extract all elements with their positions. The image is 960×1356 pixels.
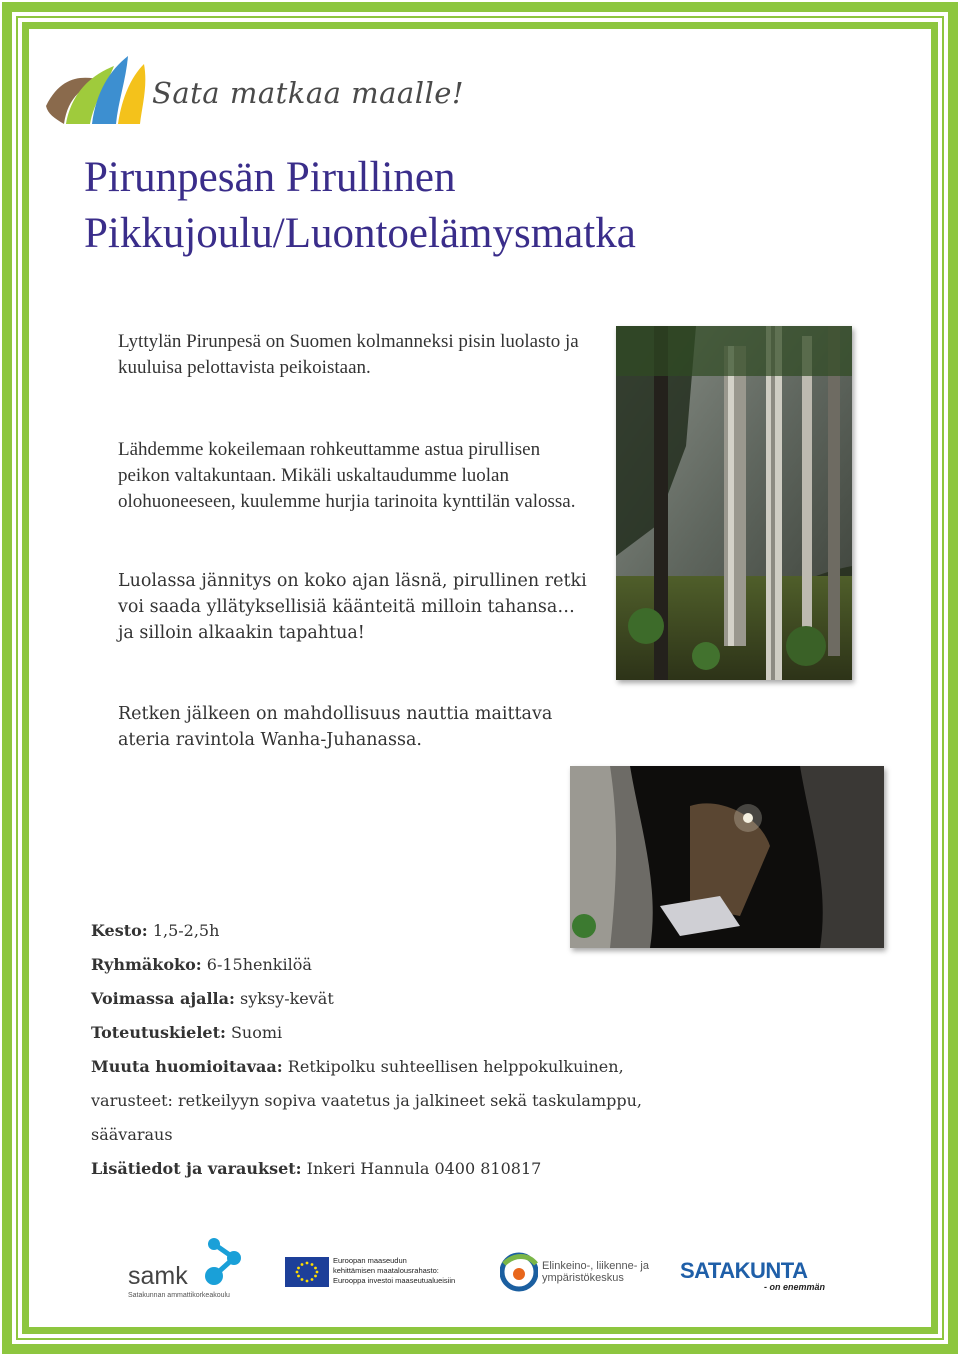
slogan-text: Sata matkaa maalle!: [152, 76, 465, 110]
adventure-paragraph: Lähdemme kokeilemaan rohkeuttamme astua pirullisen peikon valtakuntaan. Mikäli uskaltaudumme luolan olohuoneeseen, kuulemme hurjia tarinoita kynttilän valossa.: [118, 439, 576, 512]
group-size-label: Ryhmäkoko:: [91, 955, 202, 974]
notes-line-2: varusteet: retkeilyyn sopiva vaatetus ja jalkineet sekä taskulamppu,: [91, 1091, 642, 1110]
eu-flag-icon: [285, 1257, 329, 1287]
ely-emblem-icon: [500, 1252, 538, 1292]
forest-image-icon: [616, 326, 852, 680]
notes-row: [91, 1054, 891, 1088]
eu-logo: [285, 1256, 475, 1288]
intro-paragraph: Lyttylän Pirunpesä on Suomen kolmanneksi pisin luolasto ja kuuluisa pelottavista peikoistaan.: [118, 331, 579, 378]
duration-value: 1,5-2,5h: [152, 921, 220, 940]
forest-photo: [616, 326, 852, 680]
language-row: [91, 1020, 891, 1054]
meal-paragraph: Retken jälkeen on mahdollisuus nauttia maittava ateria ravintola Wanha-Juhanassa.: [118, 704, 553, 750]
satakunta-name: SATAKUNTA: [680, 1258, 808, 1283]
eu-line-1: Euroopan maaseudun: [333, 1256, 407, 1265]
page-title: [84, 150, 636, 262]
ely-logo: [500, 1250, 660, 1294]
title-line-2: Pikkujoulu/Luontoelämysmatka: [84, 210, 636, 257]
duration-row: [91, 918, 891, 952]
language-label: Toteutuskielet:: [91, 1023, 226, 1042]
trip-details: [91, 918, 891, 1190]
group-size-row: [91, 952, 891, 986]
contact-value: Inkeri Hannula 0400 810817: [306, 1159, 542, 1178]
eu-line-3: Eurooppa investoi maaseutualueisiin: [333, 1276, 456, 1285]
eu-line-2: kehittämisen maatalousrahasto:: [333, 1266, 439, 1275]
group-size-value: 6-15henkilöä: [206, 955, 312, 974]
tension-paragraph: Luolassa jännitys on koko ajan läsnä, pirullinen retki voi saada yllätyksellisiä käänteitä milloin tahansa… ja silloin alkaakin tapahtua!: [118, 571, 587, 643]
ely-text: [542, 1260, 649, 1284]
contact-label: Lisätiedot ja varaukset:: [91, 1159, 302, 1178]
satakunta-subtitle: - on enemmän: [764, 1282, 826, 1292]
contact-row: [91, 1156, 891, 1190]
season-row: [91, 986, 891, 1020]
language-value: Suomi: [230, 1023, 283, 1042]
notes-row-2: [91, 1088, 891, 1122]
title-line-1: Pirunpesän Pirullinen: [84, 154, 456, 201]
notes-line-1: Retkipolku suhteellisen helppokulkuinen,: [287, 1057, 624, 1076]
season-value: syksy-kevät: [240, 989, 334, 1008]
samk-name: samk: [128, 1262, 188, 1290]
satakunta-logo: [680, 1258, 830, 1296]
samk-subtitle: Satakunnan ammattikorkeakoulu: [128, 1292, 230, 1299]
ely-line-1: Elinkeino-, liikenne- ja: [542, 1260, 649, 1272]
notes-label: Muuta huomioitavaa:: [91, 1057, 283, 1076]
season-label: Voimassa ajalla:: [91, 989, 235, 1008]
samk-logo: [128, 1236, 258, 1302]
notes-row-3: [91, 1122, 891, 1156]
eu-text: [333, 1256, 455, 1286]
ely-line-2: ympäristökeskus: [542, 1272, 624, 1284]
duration-label: Kesto:: [91, 921, 148, 940]
notes-line-3: säävaraus: [91, 1125, 173, 1144]
